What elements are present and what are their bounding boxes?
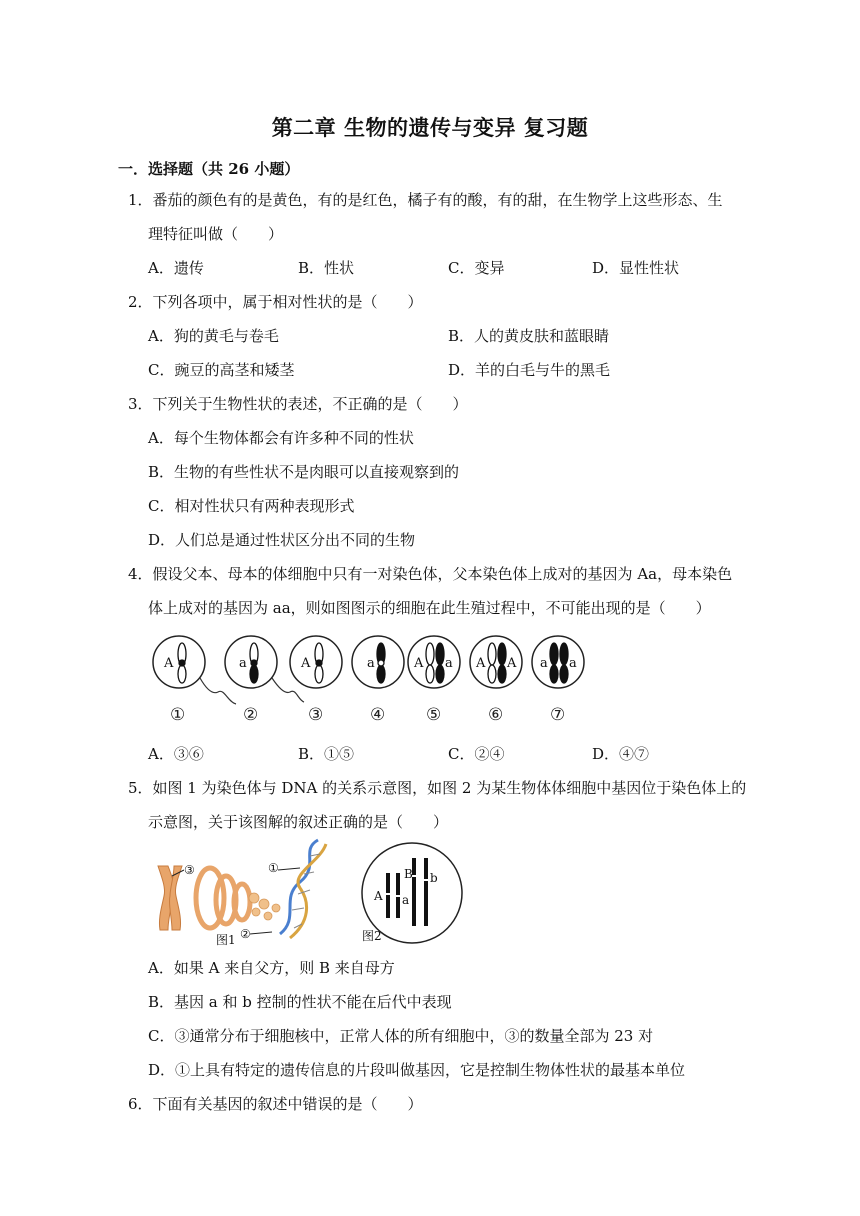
q1-option-a: A．遗传 [148,259,204,277]
cell-1-gene: A [164,656,174,671]
cells-diagram [146,632,586,724]
fig2-gene-B: B [404,867,413,881]
question-1-stem: 1．番茄的颜色有的是黄色，有的是红色，橘子有的酸，有的甜，在生物学上这些形态、生 [128,191,723,209]
q5-option-a: A．如果 A 来自父方，则 B 来自母方 [148,959,395,977]
cell-4-gene: a [367,656,375,671]
fig2-gene-A: A [374,889,383,903]
page-title: 第二章 生物的遗传与变异 复习题 [271,115,589,140]
cell-label-7: ⑦ [550,705,566,724]
cells-figure [146,632,586,724]
chromosome-dna-diagram [150,838,470,948]
cell-label-3: ③ [308,705,324,724]
question-5-stem: 5．如图 1 为染色体与 DNA 的关系示意图，如图 2 为某生物体体细胞中基因位于染色体上的 [128,779,747,797]
q2-option-c: C．豌豆的高茎和矮茎 [148,361,295,379]
chromosome-dna-figure [150,838,470,948]
fig1-label-3: ③ [184,863,195,877]
question-3-stem: 3．下列关于生物性状的表述，不正确的是（ ） [128,395,468,413]
q5-option-d: D．①上具有特定的遗传信息的片段叫做基因，它是控制生物体性状的最基本单位 [148,1061,686,1079]
q3-option-d: D．人们总是通过性状区分出不同的生物 [148,531,416,549]
q3-option-a: A．每个生物体都会有许多种不同的性状 [148,429,414,447]
q1-option-b: B．性状 [298,259,355,277]
fig1-label-2: ② [240,927,251,941]
question-2-stem: 2．下列各项中，属于相对性状的是（ ） [128,293,423,311]
cell-2-gene: a [239,656,247,671]
cell-label-5: ⑤ [426,705,442,724]
q1-option-c: C．变异 [448,259,505,277]
cell-label-1: ① [170,705,186,724]
cell-6-gene-right: A [507,656,517,671]
cell-3-gene: A [301,656,311,671]
q1-option-d: D．显性性状 [592,259,680,277]
question-6-stem: 6．下面有关基因的叙述中错误的是（ ） [128,1095,423,1113]
fig2-gene-a: a [402,893,410,907]
q3-option-b: B．生物的有些性状不是肉眼可以直接观察到的 [148,463,460,481]
q2-option-b: B．人的黄皮肤和蓝眼睛 [448,327,610,345]
cell-6-gene-left: A [476,656,486,671]
cell-7-gene-left: a [540,656,548,671]
question-4-stem: 4．假设父本、母本的体细胞中只有一对染色体，父本染色体上成对的基因为 Aa，母本染色 [128,565,733,583]
q5-option-c: C．③通常分布于细胞核中，正常人体的所有细胞中，③的数量全部为 23 对 [148,1027,654,1045]
q3-option-c: C．相对性状只有两种表现形式 [148,497,355,515]
cell-label-6: ⑥ [488,705,504,724]
cell-7-gene-right: a [569,656,577,671]
fig2-caption: 图2 [362,929,382,943]
cell-5-gene-right: a [445,656,453,671]
question-4-stem-cont: 体上成对的基因为 aa，则如图图示的细胞在此生殖过程中，不可能出现的是（ ） [148,599,711,617]
q2-option-a: A．狗的黄毛与卷毛 [148,327,279,345]
q4-option-a: A．③⑥ [148,745,204,763]
section-heading: 一．选择题（共 26 小题） [118,160,300,178]
fig1-label-1: ① [268,861,279,875]
cell-label-2: ② [243,705,259,724]
q2-option-d: D．羊的白毛与牛的黑毛 [448,361,611,379]
cell-label-4: ④ [370,705,386,724]
q4-option-c: C．②④ [448,745,505,763]
fig2-gene-b: b [430,871,438,885]
q4-option-b: B．①⑤ [298,745,355,763]
q4-option-d: D．④⑦ [592,745,650,763]
q5-option-b: B．基因 a 和 b 控制的性状不能在后代中表现 [148,993,452,1011]
cell-5-gene-left: A [414,656,424,671]
fig1-caption: 图1 [216,933,236,947]
question-1-stem-cont: 理特征叫做（ ） [148,225,284,243]
question-5-stem-cont: 示意图，关于该图解的叙述正确的是（ ） [148,813,449,831]
